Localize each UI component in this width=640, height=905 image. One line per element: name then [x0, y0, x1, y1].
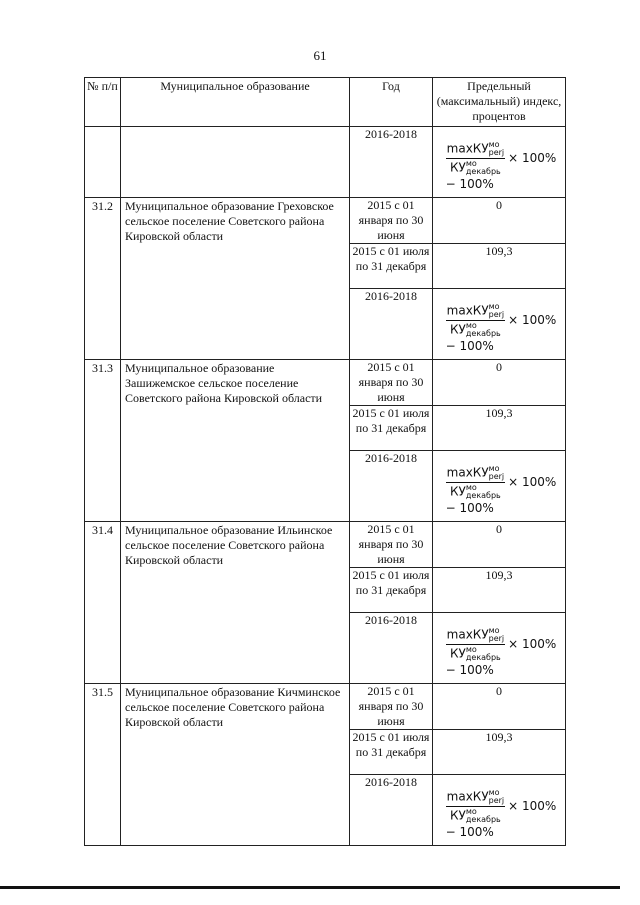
period-2-year: 2015 с 01 июля по 31 декабря [350, 244, 433, 289]
formula-denominator: КУмо декабрь [450, 645, 501, 662]
formula-fraction [446, 303, 506, 338]
header-name: Муниципальное образование [121, 78, 350, 127]
period-1-value: 0 [433, 522, 566, 568]
period-2-year: 2015 с 01 июля по 31 декабря [350, 730, 433, 775]
formula-minus: − 100% [445, 339, 494, 353]
period-3-formula-cell [433, 613, 566, 684]
formula-fraction [446, 465, 506, 500]
continuation-row [85, 127, 566, 198]
formula-fraction [446, 789, 506, 824]
row-num: 31.3 [85, 360, 121, 522]
period-2-value: 109,3 [433, 568, 566, 613]
formula-numerator: maxКУмо perj [446, 302, 505, 319]
period-1-value: 0 [433, 360, 566, 406]
period-1-year: 2015 с 01 января по 30 июня [350, 684, 433, 730]
period-1-value: 0 [433, 198, 566, 244]
formula-fraction [446, 141, 506, 176]
formula-times: × 100% [508, 475, 557, 489]
tariff-index-table [84, 77, 566, 846]
table-row [85, 198, 566, 244]
cont-name [121, 127, 350, 198]
row-municipality: Муниципальное образование Зашижемское сельское поселение Советского района Кировской области [121, 360, 350, 522]
formula-fraction [446, 627, 506, 662]
header-index: Предельный (максимальный) индекс, процентов [433, 78, 566, 127]
period-1-year: 2015 с 01 января по 30 июня [350, 360, 433, 406]
formula-minus: − 100% [445, 501, 494, 515]
table-body [85, 127, 566, 846]
period-3-formula-cell [433, 289, 566, 360]
cont-num [85, 127, 121, 198]
formula-numerator: maxКУмо perj [446, 788, 505, 805]
row-num: 31.4 [85, 522, 121, 684]
row-municipality: Муниципальное образование Ильинское сельское поселение Советского района Кировской области [121, 522, 350, 684]
header-year: Год [350, 78, 433, 127]
page-number: 61 [313, 48, 327, 63]
formula-denominator: КУмо декабрь [450, 159, 501, 176]
index-formula [446, 303, 557, 353]
index-formula [446, 465, 557, 515]
period-3-year: 2016-2018 [350, 613, 433, 684]
formula-times: × 100% [508, 313, 557, 327]
row-municipality: Муниципальное образование Греховское сельское поселение Советского района Кировской области [121, 198, 350, 360]
formula-times: × 100% [508, 799, 557, 813]
period-1-year: 2015 с 01 января по 30 июня [350, 198, 433, 244]
formula-times: × 100% [508, 151, 557, 165]
period-3-formula-cell [433, 775, 566, 846]
formula-times: × 100% [508, 637, 557, 651]
period-2-value: 109,3 [433, 244, 566, 289]
period-3-year: 2016-2018 [350, 451, 433, 522]
period-1-value: 0 [433, 684, 566, 730]
row-municipality: Муниципальное образование Кичминское сельское поселение Советского района Кировской области [121, 684, 350, 846]
row-num: 31.2 [85, 198, 121, 360]
table-header-row [85, 78, 566, 127]
formula-numerator: maxКУмо perj [446, 626, 505, 643]
index-formula [446, 627, 557, 677]
bottom-rule [0, 886, 620, 889]
cont-year: 2016-2018 [350, 127, 433, 198]
period-2-value: 109,3 [433, 406, 566, 451]
index-formula [446, 141, 557, 191]
formula-numerator: maxКУмо perj [446, 140, 505, 157]
period-3-year: 2016-2018 [350, 775, 433, 846]
header-num: № п/п [85, 78, 121, 127]
period-3-formula-cell [433, 451, 566, 522]
index-formula [446, 789, 557, 839]
row-num: 31.5 [85, 684, 121, 846]
formula-denominator: КУмо декабрь [450, 807, 501, 824]
period-2-value: 109,3 [433, 730, 566, 775]
table-row [85, 684, 566, 730]
formula-minus: − 100% [445, 825, 494, 839]
table-row [85, 522, 566, 568]
formula-denominator: КУмо декабрь [450, 483, 501, 500]
period-1-year: 2015 с 01 января по 30 июня [350, 522, 433, 568]
period-2-year: 2015 с 01 июля по 31 декабря [350, 406, 433, 451]
formula-numerator: maxКУмо perj [446, 464, 505, 481]
period-3-year: 2016-2018 [350, 289, 433, 360]
period-2-year: 2015 с 01 июля по 31 декабря [350, 568, 433, 613]
table-row [85, 360, 566, 406]
formula-denominator: КУмо декабрь [450, 321, 501, 338]
formula-minus: − 100% [445, 177, 494, 191]
formula-minus: − 100% [445, 663, 494, 677]
cont-formula-cell [433, 127, 566, 198]
